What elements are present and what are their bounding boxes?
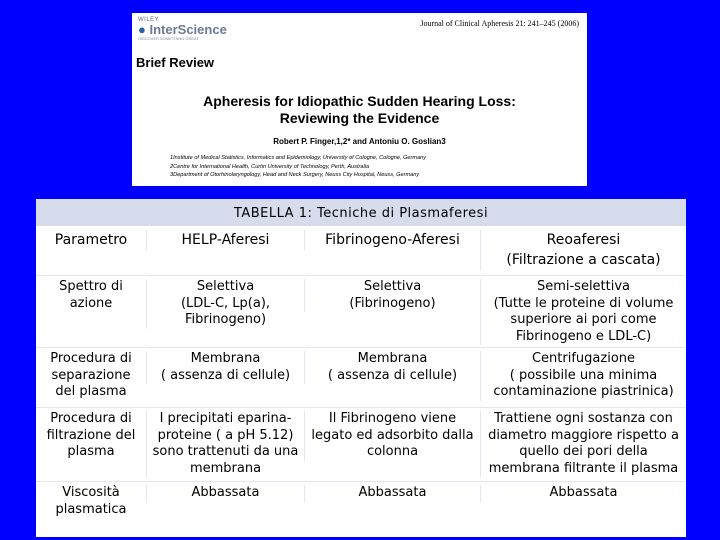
affiliation-line: 3Department of Otorhinolaryngology, Head and Neck Surgery, Neuss City Hospital, Neuss, Germany: [170, 172, 420, 178]
table-caption: TABELLA 1: Tecniche di Plasmaferesi: [36, 199, 686, 226]
table-cell: Procedura di separazione del plasma: [50, 351, 132, 399]
article-title: [132, 93, 587, 127]
header-cell: Fibrinogeno-Aferesi: [304, 230, 480, 250]
publisher-name-text: InterScience: [149, 22, 227, 37]
table-cell: Abbassata: [480, 485, 686, 502]
article-authors: Robert P. Finger,1,2* and Antoniu O. Goslian3: [273, 137, 446, 146]
section-label: Brief Review: [136, 55, 215, 70]
table-cell: Il Fibrinogeno viene legato ed adsorbito dalla colonna: [304, 411, 480, 461]
publisher-logo: [138, 17, 227, 41]
table-cell: Spettro di azione: [59, 279, 123, 311]
row-divider: [36, 481, 686, 482]
article-title-line1: Apheresis for Idiopathic Sudden Hearing Loss:: [203, 93, 516, 109]
table-cell: Selettiva (LDL-C, Lp(a), Fibrinogeno): [146, 279, 304, 329]
header-cell: Parametro: [54, 232, 128, 248]
table-cell: Trattiene ogni sostanza con diametro maggiore rispetto a quello dei pori della membrana filtrante il plasma: [480, 411, 686, 477]
header-cell: HELP-Aferesi: [146, 230, 304, 250]
header-cell: Reoaferesi (Filtrazione a cascata): [480, 230, 686, 270]
publisher-small: WILEY: [138, 17, 160, 23]
table-cell: Semi-selettiva (Tutte le proteine di volume superiore ai pori come Fibrinogeno e LDL-C): [480, 279, 686, 345]
table-cell: Procedura di filtrazione del plasma: [46, 411, 136, 459]
publisher-name: ● InterScience: [138, 22, 227, 37]
affiliation-line: 2Centre for International Health, Curtin University of Technology, Perth, Australia: [170, 163, 370, 170]
article-title-line2: Reviewing the Evidence: [279, 110, 440, 126]
table-cell: I precipitati eparina- proteine ( a pH 5.12) sono trattenuti da una membrana: [146, 411, 304, 477]
row-divider: [36, 347, 686, 348]
table-cell: Membrana ( assenza di cellule): [146, 351, 304, 384]
table-cell: Abbassata: [146, 485, 304, 502]
plasmapheresis-table: [36, 199, 686, 537]
paper-header-image: [132, 13, 587, 186]
journal-reference: Journal of Clinical Apheresis 21: 241–245 (2006): [420, 19, 579, 28]
table-cell: Selettiva (Fibrinogeno): [304, 279, 480, 312]
table-cell: Membrana ( assenza di cellule): [304, 351, 480, 384]
row-divider: [36, 407, 686, 408]
affiliation-line: 1Institute of Medical Statistics, Informatics and Epidemiology, University of Cologne, Cologne, Germany: [170, 155, 427, 161]
article-affiliations: [170, 154, 580, 180]
table-cell: Abbassata: [304, 485, 480, 502]
publisher-tagline: DISCOVER SOMETHING GREAT: [138, 36, 199, 41]
table-cell: Centrifugazione ( possibile una minima contaminazione piastrinica): [480, 351, 686, 401]
row-divider: [36, 275, 686, 276]
table-cell: Viscosità plasmatica: [55, 485, 127, 517]
